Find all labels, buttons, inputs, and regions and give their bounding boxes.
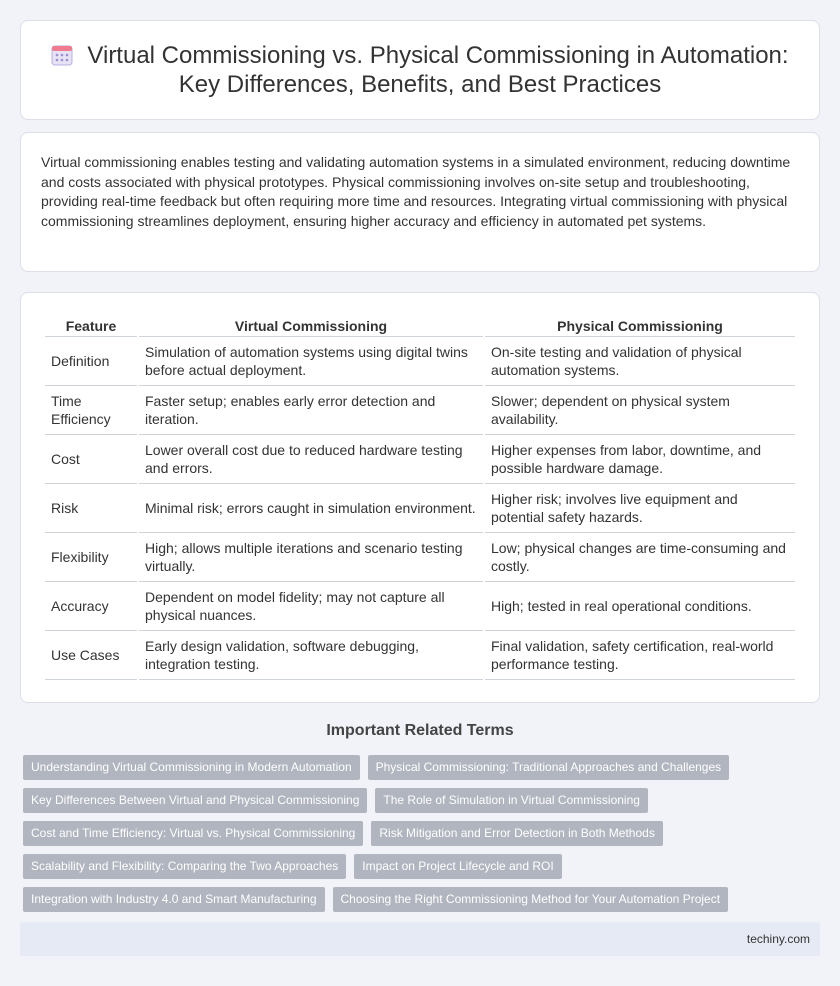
cell-virtual: Lower overall cost due to reduced hardware testing and errors.: [139, 435, 483, 484]
related-terms-title: Important Related Terms: [326, 722, 514, 739]
related-term-link[interactable]: Choosing the Right Commissioning Method for Your Automation Project: [333, 887, 729, 912]
cell-virtual: Minimal risk; errors caught in simulation environment.: [139, 484, 483, 533]
table-row: [45, 582, 795, 631]
page-title: [21, 41, 819, 99]
cell-virtual: Early design validation, software debugging, integration testing.: [139, 631, 483, 680]
header-virtual: Virtual Commissioning: [139, 313, 483, 337]
page-title-text: Virtual Commissioning vs. Physical Commissioning in Automation: Key Differences, Benefits, and Best Practices: [87, 42, 789, 98]
title-card: [20, 20, 820, 120]
footer-site-link[interactable]: techiny.com: [746, 932, 810, 946]
cell-feature: Time Efficiency: [45, 386, 137, 435]
tag-row: [23, 854, 823, 879]
cell-physical: On-site testing and validation of physical automation systems.: [485, 337, 795, 386]
cell-virtual: High; allows multiple iterations and scenario testing virtually.: [139, 533, 483, 582]
cell-feature: Flexibility: [45, 533, 137, 582]
related-terms-list: [23, 755, 823, 920]
intro-paragraph: Virtual commissioning enables testing and validating automation systems in a simulated environment, reducing downtime and costs associated with physical prototypes. Physical commissioning involves on-site setup and troubleshooting, providing real-time feedback but often requiring more time and resources. Integrating virtual commissioning with physical commissioning streamlines deployment, ensuring higher accuracy and efficiency in automated pet systems.: [41, 154, 791, 229]
cell-feature: Risk: [45, 484, 137, 533]
related-term-link[interactable]: Risk Mitigation and Error Detection in Both Methods: [371, 821, 662, 846]
header-physical: Physical Commissioning: [485, 313, 795, 337]
tag-row: [23, 821, 823, 846]
table-header-row: [45, 313, 795, 337]
cell-feature: Definition: [45, 337, 137, 386]
cell-virtual: Faster setup; enables early error detection and iteration.: [139, 386, 483, 435]
cell-virtual: Simulation of automation systems using digital twins before actual deployment.: [139, 337, 483, 386]
comparison-card: [20, 292, 820, 703]
related-term-link[interactable]: Understanding Virtual Commissioning in Modern Automation: [23, 755, 360, 780]
cell-physical: Low; physical changes are time-consuming and costly.: [485, 533, 795, 582]
cell-physical: Higher expenses from labor, downtime, and possible hardware damage.: [485, 435, 795, 484]
related-term-link[interactable]: The Role of Simulation in Virtual Commissioning: [375, 788, 648, 813]
cell-feature: Use Cases: [45, 631, 137, 680]
cell-physical: Higher risk; involves live equipment and potential safety hazards.: [485, 484, 795, 533]
tag-row: [23, 887, 823, 912]
table-row: [45, 631, 795, 680]
table-row: [45, 533, 795, 582]
cell-virtual: Dependent on model fidelity; may not capture all physical nuances.: [139, 582, 483, 631]
cell-physical: Final validation, safety certification, real-world performance testing.: [485, 631, 795, 680]
related-term-link[interactable]: Cost and Time Efficiency: Virtual vs. Physical Commissioning: [23, 821, 363, 846]
related-term-link[interactable]: Integration with Industry 4.0 and Smart Manufacturing: [23, 887, 325, 912]
related-term-link[interactable]: Impact on Project Lifecycle and ROI: [354, 854, 561, 879]
comparison-table: [43, 313, 797, 680]
related-term-link[interactable]: Physical Commissioning: Traditional Approaches and Challenges: [368, 755, 730, 780]
cell-physical: High; tested in real operational conditions.: [485, 582, 795, 631]
related-term-link[interactable]: Scalability and Flexibility: Comparing the Two Approaches: [23, 854, 346, 879]
calendar-icon: [51, 44, 73, 66]
table-row: [45, 337, 795, 386]
table-row: [45, 386, 795, 435]
cell-physical: Slower; dependent on physical system availability.: [485, 386, 795, 435]
table-row: [45, 484, 795, 533]
table-row: [45, 435, 795, 484]
footer: [20, 922, 820, 956]
related-term-link[interactable]: Key Differences Between Virtual and Physical Commissioning: [23, 788, 367, 813]
tag-row: [23, 755, 823, 780]
cell-feature: Cost: [45, 435, 137, 484]
tag-row: [23, 788, 823, 813]
cell-feature: Accuracy: [45, 582, 137, 631]
header-feature: Feature: [45, 313, 137, 337]
intro-card: [20, 132, 820, 272]
